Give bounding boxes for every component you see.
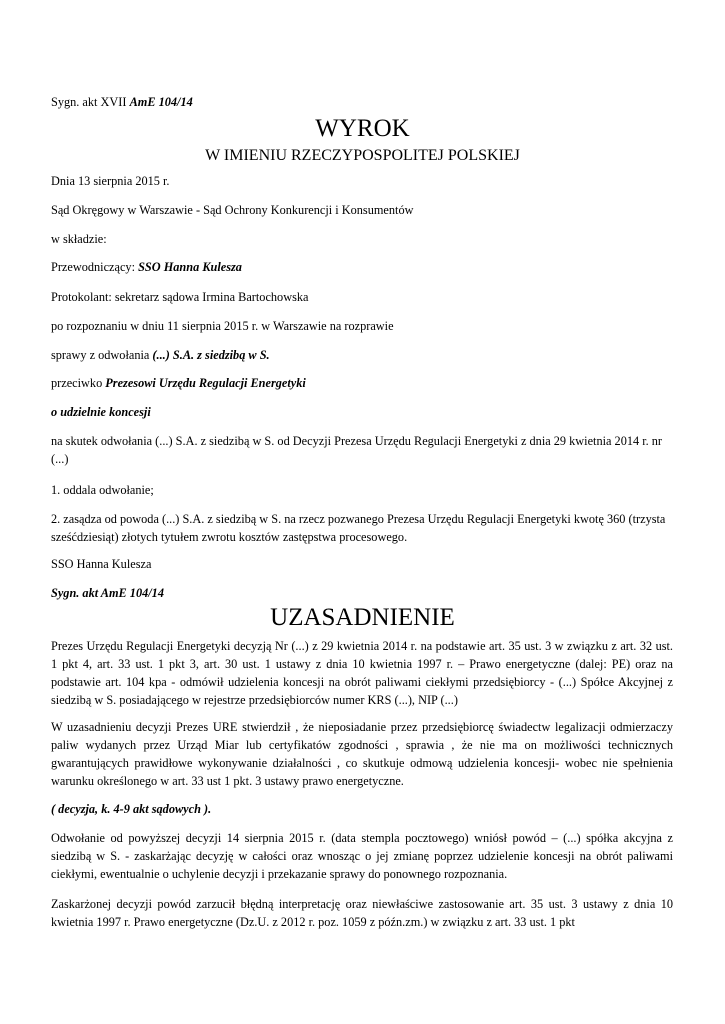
composition-label: w składzie: xyxy=(51,232,107,246)
justification-paragraph-3: Odwołanie od powyższej decyzji 14 sierpnia 2015 r. (data stempla pocztowego) wniósł powód – (...) spółka akcyjna z siedzibą w S. - zaskarżając decyzję w całości oraz wnosząc o jej zmianę poprzez udzielenie koncesji na obrót paliwami ciekłymi, ewentualnie o uchylenie decyzji i przekazanie sprawy do ponownego rozpoznania. xyxy=(51,831,673,881)
verdict-subtitle: W IMIENIU RZECZYPOSPOLITEJ POLSKIEJ xyxy=(205,147,520,164)
justification-case-signature: Sygn. akt AmE 104/14 xyxy=(51,586,164,600)
case-signature: Sygn. akt XVII AmE 104/14 xyxy=(51,95,193,109)
justification-paragraph-1: Prezes Urzędu Regulacji Energetyki decyzją Nr (...) z 29 kwietnia 2014 r. na podstawie art. 35 ust. 3 w związku z art. 32 ust. 1 pkt 4, art. 33 ust. 1 pkt 3, art. 30 ust. 1 ustawy z dnia 10 kwietnia 1997 r. – Prawo energetyczne (dalej: PE) oraz na podstawie art. 104 kpa - odmówił udzielenia koncesji na obrót paliwami ciekłymi przedsiębiorcy - (...) Spółce Akcyjnej z siedzibą w S. posiadającego w rejestrze przedsiębiorców numer KRS (...), NIP (...) xyxy=(51,639,673,707)
judge-signature: SSO Hanna Kulesza xyxy=(51,557,152,571)
case-number: AmE 104/14 xyxy=(129,95,193,109)
verdict-point-2: 2. zasądza od powoda (...) S.A. z siedzibą w S. na rzecz pozwanego Prezesa Urzędu Regulacji Energetyki kwotę 360 (trzysta sześćdziesiąt) złotych tytułem zwrotu kosztów zastępstwa procesowego. xyxy=(51,512,666,544)
hearing-info: po rozpoznaniu w dniu 11 sierpnia 2015 r. w Warszawie na rozprawie xyxy=(51,319,394,333)
court-name: Sąd Okręgowy w Warszawie - Sąd Ochrony Konkurencji i Konsumentów xyxy=(51,203,414,217)
respondent: Prezesowi Urzędu Regulacji Energetyki xyxy=(105,376,306,390)
clerk: Protokolant: sekretarz sądowa Irmina Bartochowska xyxy=(51,290,309,304)
justification-paragraph-2: W uzasadnieniu decyzji Prezes URE stwierdził , że nieposiadanie przez przedsiębiorcę świadectw legalizacji odmierzaczy paliw wydanych przez Urząd Miar lub certyfikatów zgodności , sprawia , że nie ma on możliwości technicznych gwarantujących prawidłowe wykonywanie działalności , co skutkuje odmową udzielenia koncesji- wobec nie spełnienia warunku określonego w art. 33 ust 1 pkt. 3 ustawy prawo energetyczne. xyxy=(51,720,673,788)
verdict-title: WYROK xyxy=(315,115,410,142)
appeal-basis: na skutek odwołania (...) S.A. z siedzibą w S. od Decyzji Prezesa Urzędu Regulacji Energetyki z dnia 29 kwietnia 2014 r. nr (...) xyxy=(51,434,663,466)
appellant: (...) S.A. z siedzibą w S. xyxy=(152,348,270,362)
file-reference: ( decyzja, k. 4-9 akt sądowych ). xyxy=(51,802,212,816)
verdict-date: Dnia 13 sierpnia 2015 r. xyxy=(51,174,170,188)
verdict-point-1: 1. oddala odwołanie; xyxy=(51,483,154,497)
chairperson-name: SSO Hanna Kulesza xyxy=(138,260,242,274)
justification-title: UZASADNIENIE xyxy=(270,604,455,631)
case-subject-party: sprawy z odwołania (...) S.A. z siedzibą w S. xyxy=(51,348,270,362)
respondent-line: przeciwko Prezesowi Urzędu Regulacji Energetyki xyxy=(51,376,306,390)
case-subject: o udzielnie koncesji xyxy=(51,405,151,419)
chairperson: Przewodniczący: SSO Hanna Kulesza xyxy=(51,260,242,274)
justification-paragraph-4: Zaskarżonej decyzji powód zarzucił błędną interpretację oraz niewłaściwe zastosowanie art. 35 ust. 3 ustawy z dnia 10 kwietnia 1997 r. Prawo energetyczne (Dz.U. z 2012 r. poz. 1059 z późn.zm.) w związku z art. 33 ust. 1 pkt xyxy=(51,897,673,929)
